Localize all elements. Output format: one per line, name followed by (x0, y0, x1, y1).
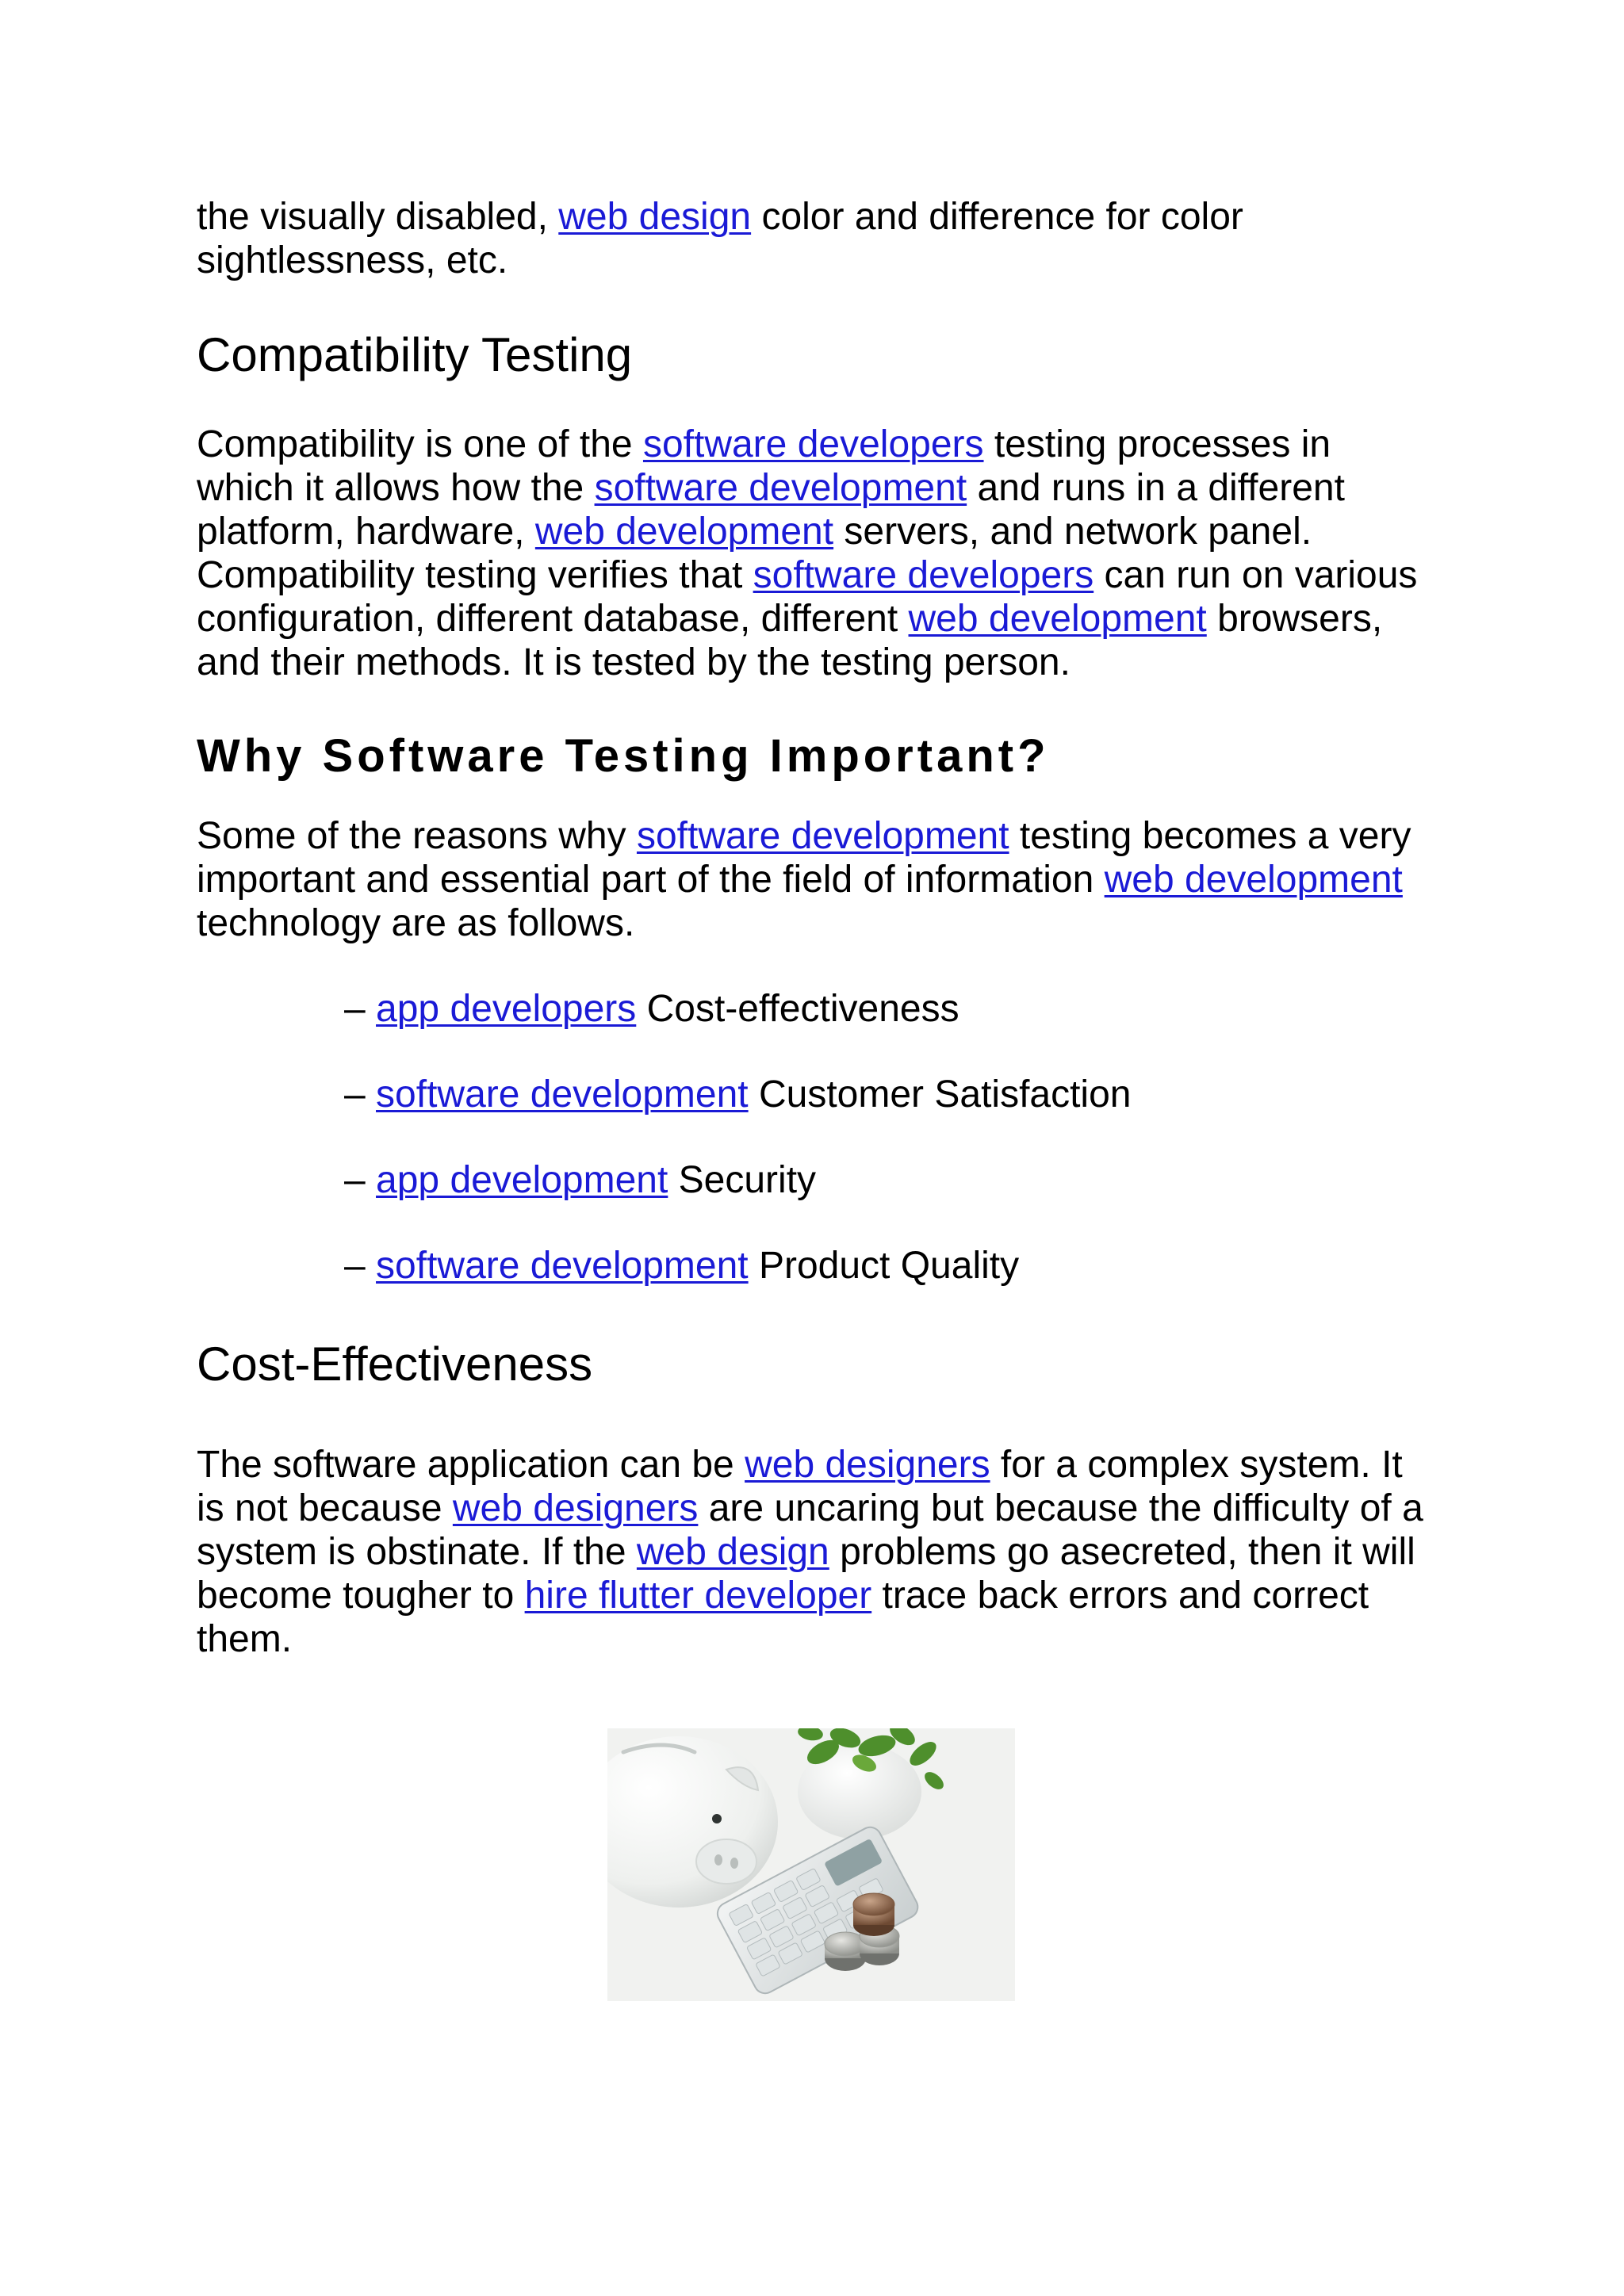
heading-compatibility-testing: Compatibility Testing (197, 328, 633, 381)
link-software-developers[interactable]: software developers (753, 554, 1094, 596)
link-software-development[interactable]: software development (376, 1073, 749, 1115)
photo-illustration (607, 1728, 1015, 2001)
link-app-development[interactable]: app development (376, 1159, 668, 1201)
reasons-list (197, 987, 1434, 1288)
link-software-development[interactable]: software development (594, 467, 967, 509)
link-app-developers[interactable]: app developers (376, 988, 637, 1030)
compatibility-paragraph: Compatibility is one of the software developers testing processes in which it allows how the software development and runs in a different platform, hardware, web development servers, and network panel. Compatibility testing verifies that software developers can run on various configuration, different database, different web development browsers, and their methods. It is tested by the testing person. (197, 423, 1418, 683)
document-page (197, 195, 1434, 1661)
heading-cost-effectiveness: Cost-Effectiveness (197, 1337, 593, 1391)
list-item: – software development Customer Satisfaction (344, 1073, 1132, 1115)
link-web-development[interactable]: web development (1104, 859, 1403, 901)
link-software-development[interactable]: software development (376, 1245, 749, 1287)
link-web-design[interactable]: web design (636, 1531, 829, 1573)
link-web-designers[interactable]: web designers (452, 1487, 699, 1529)
list-item: – app development Security (344, 1159, 817, 1201)
link-web-development[interactable]: web development (534, 511, 834, 553)
link-web-designers[interactable]: web designers (745, 1444, 990, 1486)
cost-paragraph: The software application can be web designers for a complex system. It is not because web designers are uncaring but because the difficulty of a system is obstinate. If the web design problems go asecreted, then it will become tougher to hire flutter developer trace back errors and correct them. (197, 1444, 1423, 1660)
link-web-development[interactable]: web development (908, 598, 1207, 640)
why-paragraph: Some of the reasons why software development testing becomes a very important and essential part of the field of information web development technology are as follows. (197, 815, 1411, 944)
piggy-bank-calculator-image (607, 1728, 1015, 2001)
heading-why-software-testing: Why Software Testing Important? (197, 730, 1050, 782)
link-software-developers[interactable]: software developers (642, 423, 984, 465)
list-item: – app developers Cost-effectiveness (344, 988, 959, 1030)
link-web-design[interactable]: web design (558, 196, 752, 238)
intro-paragraph: the visually disabled, web design color and difference for color sightlessness, etc. (197, 196, 1243, 281)
link-software-development[interactable]: software development (636, 815, 1009, 857)
list-item: – software development Product Quality (344, 1245, 1020, 1287)
link-hire-flutter-developer[interactable]: hire flutter developer (524, 1575, 872, 1617)
